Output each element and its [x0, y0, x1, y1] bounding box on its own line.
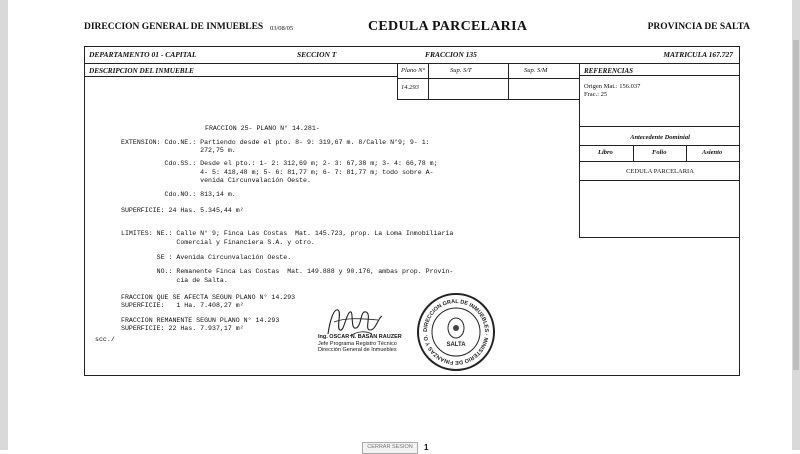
- plano-label: Plano N°: [401, 67, 426, 74]
- description-label: DESCRIPCION DEL INMUEBLE: [89, 67, 194, 75]
- document-frame: [84, 46, 740, 376]
- document-page: [70, 8, 754, 380]
- limites-ne: LIMITES: NE.: Calle N° 9; Finca Las Costas Mat. 145.723, prop. La Loma Inmobiliaria: [121, 230, 454, 237]
- plano-grid: [397, 63, 580, 100]
- viewer-left-gutter: [0, 0, 8, 450]
- seal-center-text: SALTA: [446, 342, 466, 348]
- document-header: [84, 20, 750, 42]
- divider: [85, 76, 397, 77]
- antecedente-dominial: Antecedente Dominial: [630, 134, 690, 141]
- extension-ss-1: Cdo.SS.: Desde el pto.: 1- 2: 312,69 m; 2- 3: 67,38 m; 3- 4: 66,78 m;: [121, 160, 438, 167]
- limites-no-cont: cia de Salta.: [121, 277, 228, 284]
- fraccion-remanente: FRACCION REMANENTE SEGUN PLANO N° 14.293: [121, 317, 280, 324]
- fraccion: FRACCION 135: [425, 50, 477, 59]
- seccion: SECCION T: [297, 50, 337, 59]
- superficie-remanente: SUPERFICIE: 22 Has. 7.937,17 m²: [121, 325, 244, 332]
- limites-se: SE : Avenida Circunvalación Oeste.: [121, 254, 292, 261]
- seal-ring-text: DIRECCION GRAL DE INMUEBLES · MINISTERIO DE FINANZAS Y O.: [422, 298, 490, 366]
- issuer-name: DIRECCION GENERAL DE INMUEBLES: [84, 22, 264, 32]
- scrollbar-thumb[interactable]: [793, 40, 799, 370]
- extension-ss-3: venida Circunvalación Oeste.: [121, 177, 311, 184]
- origen-matricula: Origen Mat.: 156.037: [584, 83, 641, 90]
- vertical-scrollbar[interactable]: [792, 0, 800, 450]
- fraccion-heading: FRACCION 25- PLANO N° 14.281-: [205, 125, 320, 132]
- initials: scc./: [95, 336, 115, 343]
- signatory-block: [318, 334, 402, 354]
- departamento: DEPARTAMENTO 01 - CAPITAL: [89, 50, 197, 59]
- folio-label: Folio: [652, 149, 667, 156]
- parcel-identifier-row: [85, 47, 739, 64]
- logout-button[interactable]: CERRAR SESION: [362, 442, 418, 454]
- matricula: MATRICULA 167.727: [663, 50, 733, 59]
- dominial-columns: [580, 145, 740, 161]
- plano-value: 14.293: [401, 84, 419, 91]
- signatory-name: Ing. OSCAR N. BASAN RAUZER: [318, 334, 402, 340]
- sup-st-label: Sup. S/T: [450, 67, 472, 74]
- sup-sm-label: Sup. S/M: [524, 67, 548, 74]
- libro-label: Libro: [598, 149, 613, 156]
- official-seal: [416, 292, 496, 372]
- document-title: CEDULA PARCELARIA: [368, 19, 528, 34]
- extension-ne-cont: 272,75 m.: [121, 147, 236, 154]
- asiento-label: Asiento: [702, 149, 723, 156]
- extension-ss-2: 4- 5: 418,48 m; 5- 6: 81,77 m; 6- 7: 81,77 m; todo sobre A-: [121, 169, 434, 176]
- origen-fraccion: Frac.: 25: [584, 91, 608, 98]
- svg-text:DIRECCION GRAL DE INMUEBLES ·: [416, 292, 489, 365]
- limites-ne-cont: Comercial y Financiera S.A. y otro.: [121, 239, 315, 246]
- extension-ne: EXTENSION: Cdo.NE.: Partiendo desde el pto. 8- 9: 319,67 m. 8/Calle N°9; 9- 1:: [121, 139, 430, 146]
- signatory-office: Dirección General de Inmuebles: [318, 347, 397, 353]
- superficie-afecta: SUPERFICIE: 1 Ha. 7.408,27 m²: [121, 302, 244, 309]
- limites-no: NO.: Remanente Finca Las Costas Mat. 149.888 y 90.176, ambas prop. Provin-: [121, 268, 454, 275]
- references-panel: [579, 63, 740, 238]
- extension-no: Cdo.NO.: 813,14 m.: [121, 191, 236, 198]
- signatory-role: Jefe Programa Registro Técnico: [318, 340, 397, 347]
- references-label: REFERENCIAS: [584, 67, 634, 75]
- province-name: PROVINCIA DE SALTA: [647, 22, 750, 32]
- issue-date: 03/08/05: [270, 25, 294, 32]
- cedula-parcelaria-label: CEDULA PARCELARIA: [626, 168, 694, 175]
- fraccion-afecta: FRACCION QUE SE AFECTA SEGUN PLANO N° 14.293: [121, 294, 296, 301]
- page-number: 1: [424, 443, 429, 452]
- superficie-total: SUPERFICIE: 24 Has. 5.345,44 m²: [121, 207, 244, 214]
